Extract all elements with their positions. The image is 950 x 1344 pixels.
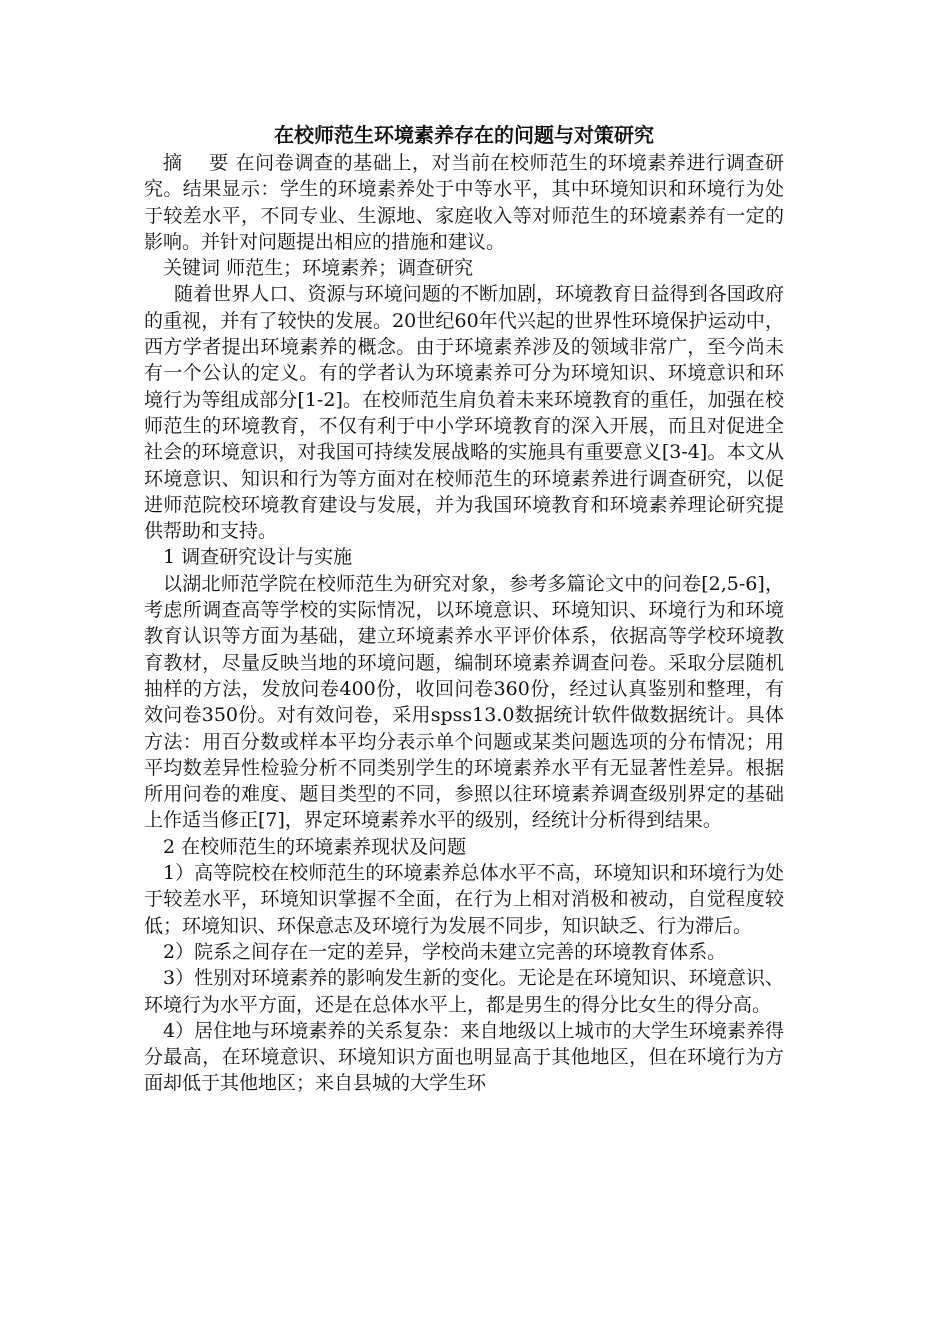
abstract-label-b: 要 — [208, 152, 229, 174]
section2-item-1: 1）高等院校在校师范生的环境素养总体水平不高，环境知识和环境行为处于较差水平，环境知识掌握不全面，在行为上相对消极和被动，自觉程度较低；环境知识、环保意志及环境行为发展不同步，知识缺乏、行为滞后。 — [144, 862, 784, 937]
abstract-paragraph — [144, 150, 784, 255]
page-title: 在校师范生环境素养存在的问题与对策研究 — [274, 123, 654, 147]
intro-paragraph: 随着世界人口、资源与环境问题的不断加剧，环境教育日益得到各国政府的重视，并有了较快的发展。20世纪60年代兴起的世界性环境保护运动中，西方学者提出环境素养的概念。由于环境素养涉及的领域非常广，至今尚未有一个公认的定义。有的学者认为环境素养可分为环境知识、环境意识和环境行为等组成部分[1-2]。在校师范生肩负着未来环境教育的重任，加强在校师范生的环境教育，不仅有利于中小学环境教育的深入开展，而且对促进全社会的环境意识，对我国可持续发展战略的实施具有重要意义[3-4]。本文从环境意识、知识和行为等方面对在校师范生的环境素养进行调查研究，以促进师范院校环境教育建设与发展，并为我国环境教育和环境素养理论研究提供帮助和支持。 — [144, 283, 784, 543]
abstract-label-a: 摘 — [163, 152, 183, 174]
keywords-paragraph — [144, 255, 784, 281]
section2-item-2: 2）院系之间存在一定的差异，学校尚未建立完善的环境教育体系。 — [163, 940, 727, 963]
abstract-text: 在问卷调查的基础上，对当前在校师范生的环境素养进行调查研究。结果显示：学生的环境素养处于中等水平，其中环境知识和环境行为处于较差水平，不同专业、生源地、家庭收入等对师范生的环境素养有一定的影响。并针对问题提出相应的措施和建议。 — [144, 152, 784, 253]
section1-heading: 1 调查研究设计与实施 — [163, 546, 353, 569]
keywords-label: 关键词 — [163, 257, 221, 280]
keywords-text: 师范生；环境素养；调查研究 — [226, 257, 474, 280]
section2-item-3: 3）性别对环境素养的影响发生新的变化。无论是在环境知识、环境意识、环境行为水平方面，还是在总体水平上，都是男生的得分比女生的得分高。 — [144, 967, 784, 1016]
section2-item-4: 4）居住地与环境素养的关系复杂：来自地级以上城市的大学生环境素养得分最高，在环境意识、环境知识方面也明显高于其他地区，但在环境行为方面却低于其他地区；来自县城的大学生环 — [144, 1019, 784, 1095]
section1-paragraph: 以湖北师范学院在校师范生为研究对象，参考多篇论文中的问卷[2,5-6]，考虑所调查高等学校的实际情况，以环境意识、环境知识、环境行为和环境教育认识等方面为基础，建立环境素养水平评价体系，依据高等学校环境教育教材，尽量反映当地的环境问题，编制环境素养调查问卷。采取分层随机抽样的方法，发放问卷400份，收回问卷360份，经过认真鉴别和整理，有效问卷350份。对有效问卷，采用spss13.0数据统计软件做数据统计。具体方法：用百分数或样本平均分表示单个问题或某类问题选项的分布情况；用平均数差异性检验分析不同类别学生的环境素养水平有无显著性差异。根据所用问卷的难度、题目类型的不同，参照以往环境素养调查级别界定的基础上作适当修正[7]，界定环境素养水平的级别，经统计分析得到结果。 — [144, 572, 784, 832]
section2-heading: 2 在校师范生的环境素养现状及问题 — [163, 835, 467, 858]
document-body — [144, 120, 784, 1097]
